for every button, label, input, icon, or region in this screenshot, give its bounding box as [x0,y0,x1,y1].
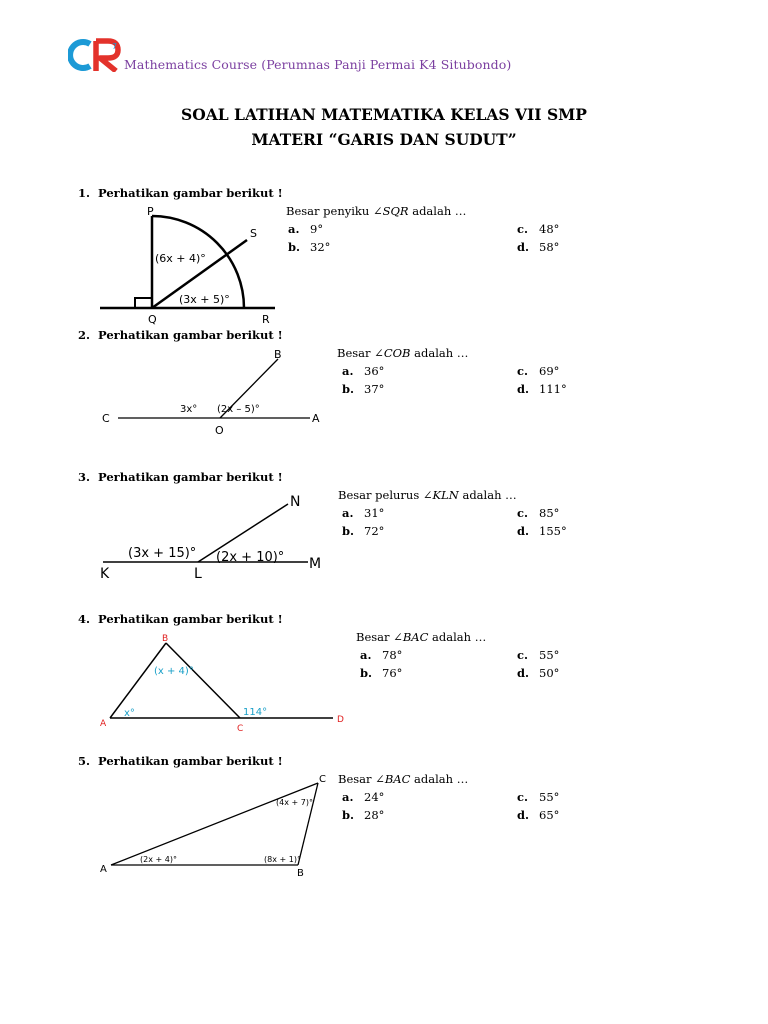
question-5-figure [98,770,338,882]
question-1-prompt: Besar penyiku ∠SQR adalah … [286,204,467,218]
line-cb [298,783,318,865]
angle-label-boa: (2x – 5)° [217,404,260,415]
question-4-prompt: Besar ∠BAC adalah … [356,630,487,644]
angle-label-pqs: (6x + 4)° [155,252,206,265]
question-3-option-b[interactable]: b. 72° [342,524,385,538]
instruction-text: Perhatikan gambar berikut ! [98,328,283,342]
label-p: P [147,205,154,218]
angle-label-nlm: (2x + 10)° [216,550,285,565]
angle-label-b: (8x + 1)° [264,855,301,864]
question-1-option-a[interactable]: a. 9° [288,222,324,236]
right-angle-mark [135,298,152,308]
label-c: C [102,412,110,425]
label-b: B [274,348,282,361]
course-header-text: Mathematics Course (Perumnas Panji Permai K4 Situbondo) [124,57,512,72]
label-a: A [312,412,320,425]
question-5-prompt: Besar ∠BAC adalah … [338,772,469,786]
label-s: S [250,227,257,240]
angle-label-kln: (3x + 15)° [128,546,197,561]
question-number: 3. [78,470,91,484]
question-2-option-d[interactable]: d. 111° [517,382,567,396]
question-1-option-c[interactable]: c. 48° [517,222,560,236]
question-1-instruction [78,186,283,200]
question-2-option-c[interactable]: c. 69° [517,364,560,378]
question-4-option-b[interactable]: b. 76° [360,666,403,680]
question-4-option-d[interactable]: d. 50° [517,666,560,680]
question-3-option-c[interactable]: c. 85° [517,506,560,520]
question-1-figure [95,200,285,325]
angle-label-sqr: (3x + 5)° [179,293,230,306]
question-2-option-a[interactable]: a. 36° [342,364,385,378]
instruction-text: Perhatikan gambar berikut ! [98,612,283,626]
question-3-instruction [78,470,283,484]
question-2-instruction [78,328,283,342]
instruction-text: Perhatikan gambar berikut ! [98,470,283,484]
worksheet-subtitle: MATERI “GARIS DAN SUDUT” [251,130,517,149]
question-4-instruction [78,612,283,626]
question-4-option-c[interactable]: c. 55° [517,648,560,662]
question-3-option-d[interactable]: d. 155° [517,524,567,538]
question-5-option-d[interactable]: d. 65° [517,808,560,822]
question-5-option-b[interactable]: b. 28° [342,808,385,822]
angle-label-bcd: 114° [243,707,268,718]
label-a: A [100,864,107,875]
angle-label-b: (x + 4)° [154,666,194,677]
question-1-option-b[interactable]: b. 32° [288,240,331,254]
question-3-figure [98,488,338,583]
angle-label-c: (4x + 7)° [276,798,313,807]
label-m: M [309,556,322,572]
line-bc [166,643,240,718]
instruction-text: Perhatikan gambar berikut ! [98,754,283,768]
label-c: C [319,774,326,785]
question-number: 1. [78,186,91,200]
label-l: L [194,566,202,582]
svg-text:7: 7 [112,42,118,51]
label-c: C [237,724,244,734]
question-3-prompt: Besar pelurus ∠KLN adalah … [338,488,517,502]
question-4-figure [98,628,353,736]
question-5-option-c[interactable]: c. 55° [517,790,560,804]
label-k: K [100,566,110,582]
label-a: A [100,719,107,729]
question-1-option-d[interactable]: d. 58° [517,240,560,254]
line-ab [110,643,166,718]
course-logo [68,38,124,72]
label-n: N [290,494,301,510]
label-r: R [262,313,270,326]
label-o: O [215,424,224,437]
question-5-option-a[interactable]: a. 24° [342,790,385,804]
worksheet-title: SOAL LATIHAN MATEMATIKA KELAS VII SMP [181,105,587,124]
angle-label-a: x° [124,708,135,719]
question-number: 2. [78,328,91,342]
question-3-option-a[interactable]: a. 31° [342,506,385,520]
line-ac [111,783,318,865]
question-number: 5. [78,754,91,768]
angle-label-a: (2x + 4)° [140,855,177,864]
label-b: B [297,868,304,879]
label-d: D [337,715,344,725]
instruction-text: Perhatikan gambar berikut ! [98,186,283,200]
question-5-instruction [78,754,283,768]
label-b: B [162,634,169,644]
label-q: Q [148,313,157,326]
question-4-option-a[interactable]: a. 78° [360,648,403,662]
question-number: 4. [78,612,91,626]
angle-label-cob: 3x° [180,404,198,415]
question-2-option-b[interactable]: b. 37° [342,382,385,396]
question-2-prompt: Besar ∠COB adalah … [337,346,469,360]
question-2-figure [100,345,330,440]
